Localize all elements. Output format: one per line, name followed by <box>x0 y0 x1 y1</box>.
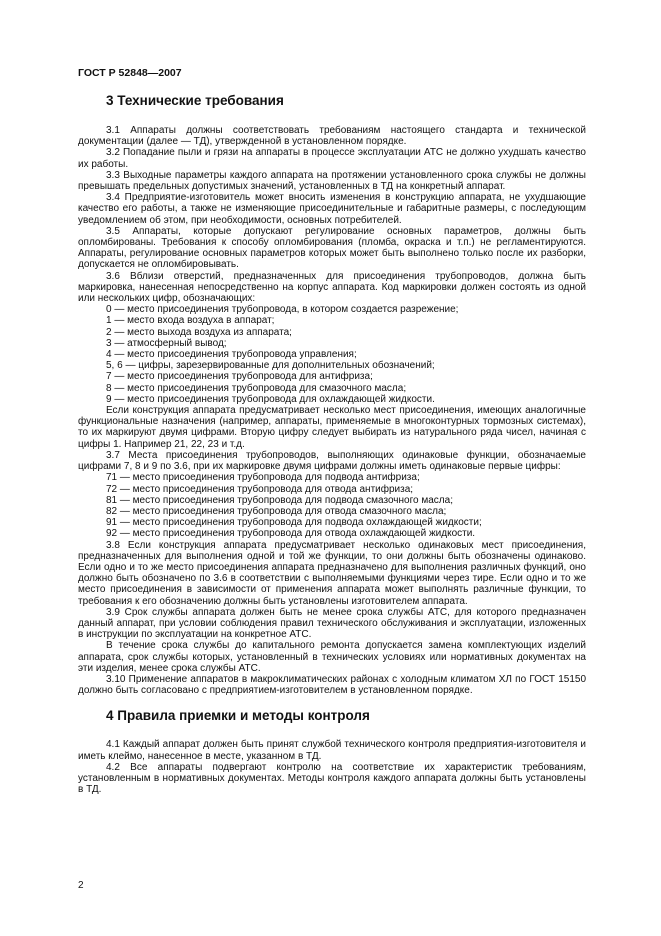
document-header: ГОСТ Р 52848—2007 <box>78 67 182 79</box>
list-item: 91 — место присоединения трубопровода для подвода охлаждающей жидкости; <box>106 517 482 529</box>
paragraph: 3.10 Применение аппаратов в макроклиматических районах с холодным климатом ХЛ по ГОСТ 15150 должно быть согласовано с предприятием-изготовителем в установленном порядке. <box>78 673 586 697</box>
section-4-heading: 4 Правила приемки и методы контроля <box>106 708 370 724</box>
paragraph: Если конструкция аппарата предусматривает несколько мест присоединения, имеющих аналогичные функциональные назначения (например, аппараты, применяемые в многоконтурных тормозных системах), то их маркируют двумя цифрами. Вторую цифру следует выбирать из натурального ряда чисел, начиная с цифры 1. Например 21, 22, 23 и т.д. <box>78 405 586 450</box>
list-item: 8 — место присоединения трубопровода для смазочного масла; <box>106 382 407 394</box>
list-item: 3 — атмосферный вывод; <box>106 337 227 349</box>
list-item: 5, 6 — цифры, зарезервированные для дополнительных обозначений; <box>106 360 435 372</box>
list-item: 9 — место присоединения трубопровода для охлаждающей жидкости. <box>106 393 435 405</box>
list-item: 4 — место присоединения трубопровода управления; <box>106 349 357 361</box>
paragraph: 3.7 Места присоединения трубопроводов, выполняющих одинаковые функции, обозначаемые цифрами 7, 8 и 9 по 3.6, при их маркировке двумя цифрами должны иметь одинаковые первые цифры: <box>78 449 586 473</box>
paragraph: В течение срока службы до капитального ремонта допускается замена комплектующих изделий аппарата, срок службы которых, установленный в технических условиях или нормативных документах на эти изделия, менее срока службы АТС. <box>78 640 586 674</box>
paragraph: 3.2 Попадание пыли и грязи на аппараты в процессе эксплуатации АТС не должно ухудшать качество их работы. <box>78 147 586 170</box>
section-4-body <box>78 739 586 795</box>
section-3-body <box>78 125 586 696</box>
section-3-heading: 3 Технические требования <box>106 93 284 108</box>
list-item: 0 — место присоединения трубопровода, в котором создается разрежение; <box>106 304 459 316</box>
paragraph: 4.1 Каждый аппарат должен быть принят службой технического контроля предприятия-изготовителя и иметь клеймо, нанесенное в месте, указанном в ТД. <box>78 739 586 762</box>
list-item: 72 — место присоединения трубопровода для отвода антифриза; <box>106 483 414 495</box>
list-item: 2 — место выхода воздуха из аппарата; <box>106 326 292 338</box>
list-item: 71 — место присоединения трубопровода для подвода антифриза; <box>106 472 420 484</box>
paragraph: 4.2 Все аппараты подвергают контролю на соответствие их характеристик требованиям, установленным в нормативных документах. Методы контроля каждого аппарата должны быть установлены в ТД. <box>78 761 586 796</box>
page-number: 2 <box>78 880 84 891</box>
list-item: 92 — место присоединения трубопровода для отвода охлаждающей жидкости. <box>106 528 476 540</box>
document-content <box>78 93 586 795</box>
paragraph: 3.8 Если конструкция аппарата предусматривает несколько одинаковых мест присоединения, предназначенных для выполнения одной и той же функции, то они должны быть обозначены одинаково. Если одно и то же место присоединения аппарата предназначено для выполнения различных функций, оно должно быть обозначено по 3.6 в соответствии с выполняемыми функциями через тире. Если одно и то же место присоединения в зависимости от применения аппарата может выполнять различные функции, то требования к его обозначению должны быть установлены изготовителем аппарата. <box>78 539 586 607</box>
list-item: 7 — место присоединения трубопровода для антифриза; <box>106 371 373 383</box>
list-item: 81 — место присоединения трубопровода для подвода смазочного масла; <box>106 494 453 506</box>
list-item: 1 — место входа воздуха в аппарат; <box>106 315 275 327</box>
paragraph: 3.3 Выходные параметры каждого аппарата на протяжении установленного срока службы не должны превышать предельных допустимых значений, установленных в ТД на конкретный аппарат. <box>78 169 586 193</box>
paragraph: 3.9 Срок службы аппарата должен быть не менее срока службы АТС, для которого предназначен данный аппарат, при условии соблюдения правил технического обслуживания и эксплуатации, изложенных в инструкции по эксплуатации на конкретное АТС. <box>78 606 586 641</box>
paragraph: 3.4 Предприятие-изготовитель может вносить изменения в конструкцию аппарата, не ухудшающие качество его работы, а также не изменяющие присоединительные и габаритные размеры, с последующим уведомлением об этом, при необходимости, основных потребителей. <box>78 192 586 226</box>
paragraph: 3.6 Вблизи отверстий, предназначенных для присоединения трубопроводов, должна быть маркировка, нанесенная непосредственно на корпус аппарата. Код маркировки должен состоять из одной или нескольких цифр, обозначающих: <box>78 270 586 305</box>
paragraph: 3.5 Аппараты, которые допускают регулирование основных параметров, должны быть опломбированы. Требования к способу опломбирования (пломба, окраска и т.п.) не регламентируются. Аппараты, регулирование основных параметров которых может быть выполнено только после их разборки, допускается не опломбировывать. <box>78 225 586 271</box>
list-item: 82 — место присоединения трубопровода для отвода смазочного масла; <box>106 505 447 517</box>
paragraph: 3.1 Аппараты должны соответствовать требованиям настоящего стандарта и технической документации (далее — ТД), утвержденной в установленном порядке. <box>78 125 586 148</box>
